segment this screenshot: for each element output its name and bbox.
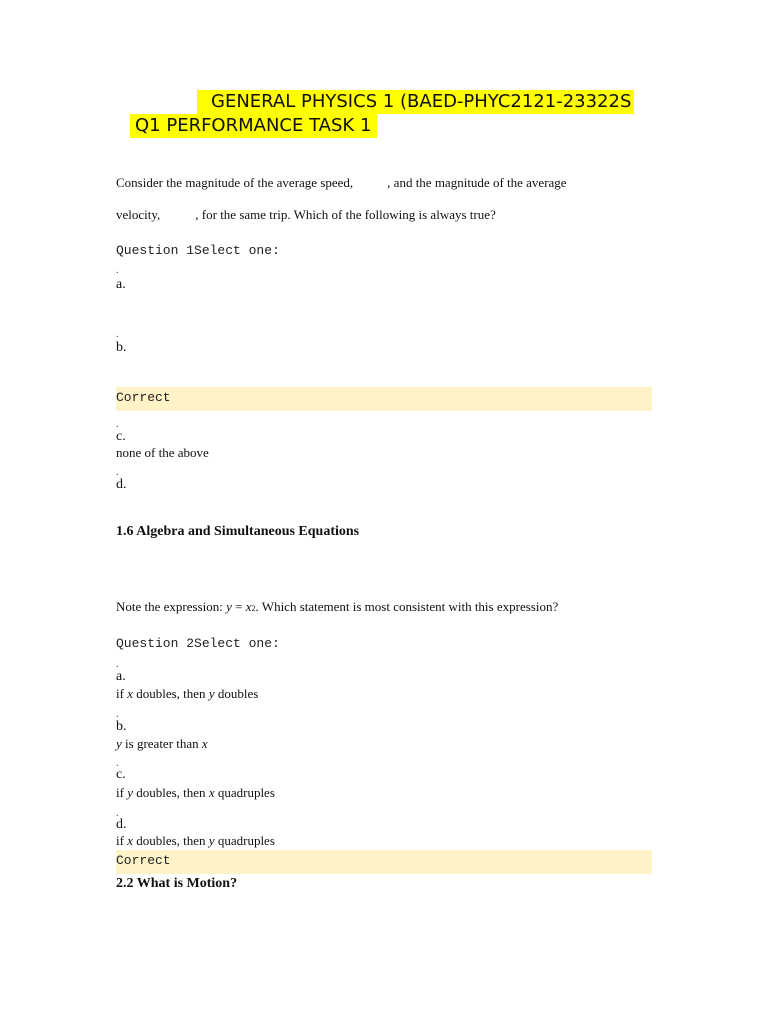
q1-feedback-label: Correct xyxy=(116,390,171,405)
q2-text-part: . Which statement is most consistent with this expression? xyxy=(255,599,559,614)
q1-text-part: , and the magnitude of the average xyxy=(387,175,567,190)
q1-text-part: , for the same trip. Which of the following is always true? xyxy=(195,207,496,222)
q2-b-var: x xyxy=(201,736,208,751)
q2-b-text-part: is greater than xyxy=(121,736,202,751)
q2-c-var: y xyxy=(127,785,133,800)
q2-d-text-part: if xyxy=(116,833,128,848)
q2-option-a[interactable]: a. xyxy=(116,669,126,684)
q2-var-y: y xyxy=(226,599,232,614)
q2-c-text-part: doubles, then xyxy=(132,785,209,800)
q1-option-b[interactable]: b. xyxy=(116,340,127,355)
q2-dot-d: . xyxy=(116,808,119,819)
section-heading-1-6: 1.6 Algebra and Simultaneous Equations xyxy=(116,524,360,539)
q2-b-var: y xyxy=(116,736,122,751)
q2-option-d[interactable]: d. xyxy=(116,817,127,832)
q2-option-c-text xyxy=(116,785,275,801)
q1-feedback-correct xyxy=(116,387,652,411)
q1-option-c-text: none of the above xyxy=(116,445,209,460)
q1-dot-a: . xyxy=(116,265,119,276)
q2-dot-c: . xyxy=(116,758,119,769)
q2-option-b-text xyxy=(116,736,208,752)
q2-c-var: x xyxy=(208,785,215,800)
q1-dot-b: . xyxy=(116,329,119,340)
q1-text-part: Consider the magnitude of the average speed, xyxy=(116,175,354,190)
section-heading-2-2: 2.2 What is Motion? xyxy=(116,876,238,891)
q1-option-a[interactable]: a. xyxy=(116,277,126,292)
q2-feedback-label: Correct xyxy=(116,853,171,868)
q1-option-c[interactable]: c. xyxy=(116,429,126,444)
q2-option-a-text xyxy=(116,686,258,702)
q2-prompt: Question 2Select one: xyxy=(116,636,280,651)
q2-var-x: x xyxy=(245,599,252,614)
q2-d-var: y xyxy=(208,833,215,848)
q2-c-text-part: quadruples xyxy=(214,785,275,800)
document-subtitle: Q1 PERFORMANCE TASK 1 xyxy=(130,114,377,138)
q2-option-b[interactable]: b. xyxy=(116,719,127,734)
q1-dot-c: . xyxy=(116,419,119,430)
q2-option-c[interactable]: c. xyxy=(116,767,126,782)
q2-a-text-part: doubles xyxy=(214,686,259,701)
q2-d-var: x xyxy=(127,833,133,848)
q2-exponent: 2 xyxy=(251,604,256,613)
q2-a-var: y xyxy=(208,686,215,701)
q2-text-part: Note the expression: xyxy=(116,599,227,614)
q1-text-line2 xyxy=(116,207,496,223)
q1-prompt: Question 1Select one: xyxy=(116,243,280,258)
q2-dot-a: . xyxy=(116,659,119,670)
q2-a-text-part: if xyxy=(116,686,128,701)
q1-text-part: velocity, xyxy=(116,207,161,222)
q2-d-text-part: doubles, then xyxy=(132,833,209,848)
q2-text-part: = xyxy=(231,599,246,614)
q2-a-var: x xyxy=(127,686,133,701)
q1-text-line1 xyxy=(116,175,567,191)
q2-text xyxy=(116,599,558,615)
q2-a-text-part: doubles, then xyxy=(132,686,209,701)
q1-dot-d: . xyxy=(116,467,119,478)
q2-option-d-text xyxy=(116,833,275,849)
q2-feedback-correct xyxy=(116,850,652,874)
q2-dot-b: . xyxy=(116,709,119,720)
q2-c-text-part: if xyxy=(116,785,128,800)
document-title: GENERAL PHYSICS 1 (BAED-PHYC2121-23322S xyxy=(197,90,634,114)
q1-option-d[interactable]: d. xyxy=(116,477,127,492)
q2-d-text-part: quadruples xyxy=(214,833,275,848)
